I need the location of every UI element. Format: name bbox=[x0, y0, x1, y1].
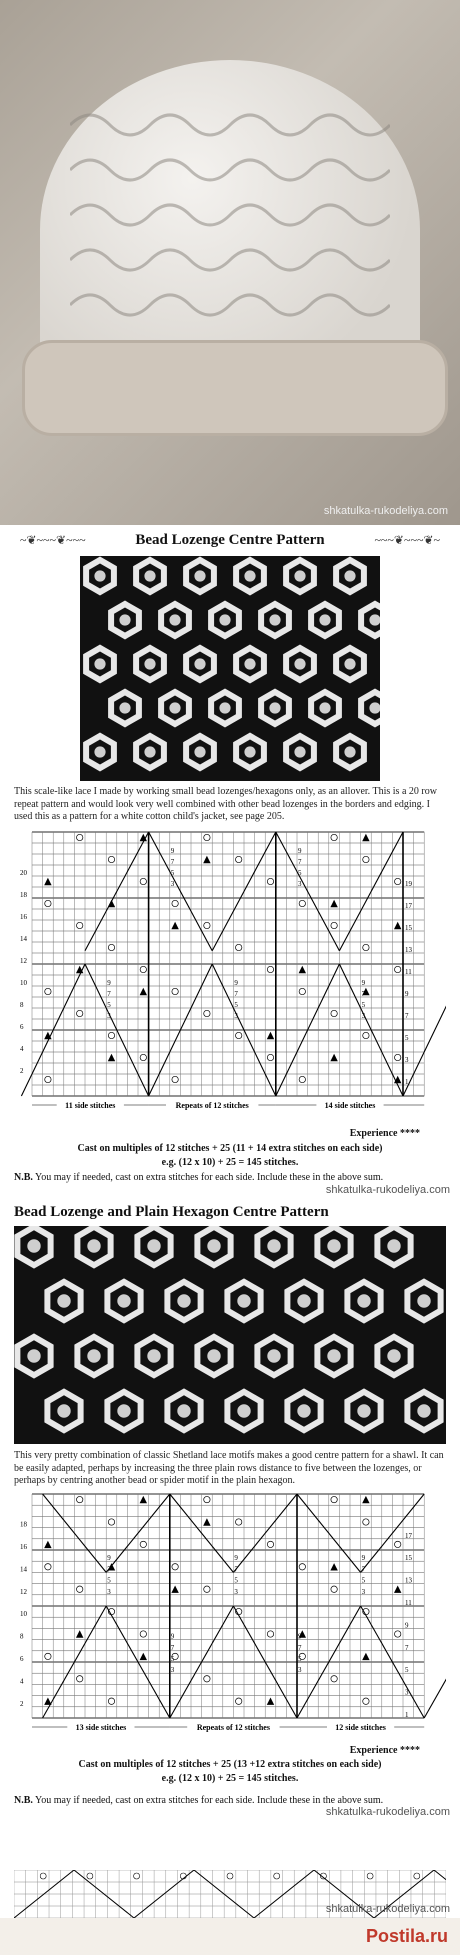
row-number-left: 8 bbox=[20, 1632, 24, 1641]
lace-bead bbox=[417, 1404, 430, 1417]
lace-bead bbox=[144, 658, 155, 669]
lace-bead bbox=[194, 570, 205, 581]
lace-bead bbox=[357, 1294, 370, 1307]
yarn-over-symbol bbox=[172, 988, 178, 994]
section2-lace-photo bbox=[14, 1226, 446, 1444]
yarn-over-symbol bbox=[395, 1631, 401, 1637]
chart-cell-number: 7 bbox=[107, 990, 111, 998]
hat-brim bbox=[22, 340, 448, 436]
chart-cell-number: 3 bbox=[234, 1587, 238, 1596]
row-number-right: 13 bbox=[405, 946, 412, 954]
yarn-over-symbol bbox=[140, 966, 146, 972]
chart-cell-number: 9 bbox=[107, 1554, 111, 1563]
lace-bead bbox=[319, 614, 330, 625]
lace-bead bbox=[294, 658, 305, 669]
decrease-symbol bbox=[140, 988, 147, 995]
hat-photo bbox=[0, 0, 460, 525]
chart-cell-number: 7 bbox=[107, 1565, 111, 1574]
yarn-over-symbol bbox=[299, 900, 305, 906]
repeat-label: 13 side stitches bbox=[75, 1723, 127, 1732]
section1-chart-grid bbox=[14, 826, 446, 1126]
row-number-left: 14 bbox=[20, 1565, 27, 1574]
yarn-over-symbol bbox=[236, 1698, 242, 1704]
lace-bead bbox=[327, 1349, 340, 1362]
yarn-over-symbol bbox=[395, 966, 401, 972]
yarn-over-symbol bbox=[45, 1076, 51, 1082]
section1-lace-motifs bbox=[80, 556, 380, 781]
yarn-over-symbol bbox=[140, 1541, 146, 1547]
yarn-over-symbol bbox=[331, 834, 337, 840]
yarn-over-symbol bbox=[363, 1032, 369, 1038]
lace-bead bbox=[94, 746, 105, 757]
chart-cell-number: 5 bbox=[298, 869, 302, 877]
decrease-symbol bbox=[44, 1541, 51, 1548]
yarn-over-symbol bbox=[395, 1541, 401, 1547]
section2-chart-grid bbox=[14, 1490, 446, 1745]
yarn-over-symbol bbox=[108, 1032, 114, 1038]
row-number-right: 17 bbox=[405, 902, 412, 910]
row-number-right: 5 bbox=[405, 1034, 409, 1042]
decrease-symbol bbox=[394, 1585, 401, 1592]
lace-bead bbox=[297, 1404, 310, 1417]
chart-cell-number: 3 bbox=[170, 880, 175, 888]
yarn-over-symbol bbox=[77, 834, 83, 840]
lace-bead bbox=[169, 614, 180, 625]
row-number-left: 10 bbox=[20, 1610, 27, 1619]
decrease-symbol bbox=[330, 900, 337, 907]
chart-cell-number: 7 bbox=[234, 1565, 238, 1574]
repeat-label: Repeats of 12 stitches bbox=[175, 1101, 249, 1110]
yarn-over-symbol bbox=[87, 1873, 93, 1879]
lace-bead bbox=[117, 1404, 130, 1417]
section1-cast-line2: e.g. (12 x 10) + 25 = 145 stitches. bbox=[161, 1156, 299, 1168]
row-number-right: 3 bbox=[405, 1688, 409, 1697]
repeat-label: 14 side stitches bbox=[324, 1101, 376, 1110]
decrease-symbol bbox=[299, 966, 306, 973]
lace-bead bbox=[319, 702, 330, 713]
decrease-symbol bbox=[394, 922, 401, 929]
watermark-4: shkatulka-rukodeliya.com bbox=[325, 1903, 450, 1915]
section1-nb-text: You may if needed, cast on extra stitches for each side. Include these in the above sum. bbox=[35, 1172, 384, 1183]
chart-cell-number: 7 bbox=[234, 990, 238, 998]
chart-cell-number: 7 bbox=[361, 1565, 366, 1574]
chart-repeat-labels bbox=[32, 1720, 424, 1732]
row-number-right: 11 bbox=[405, 1599, 412, 1607]
row-number-right: 7 bbox=[405, 1012, 409, 1020]
yarn-over-symbol bbox=[77, 922, 83, 928]
lace-bead bbox=[144, 570, 155, 581]
chart-cell-number: 3 bbox=[361, 1012, 366, 1020]
lace-bead bbox=[327, 1239, 340, 1252]
repeat-label: Repeats of 12 stitches bbox=[196, 1723, 270, 1732]
lace-bead bbox=[169, 702, 180, 713]
yarn-over-symbol bbox=[108, 1519, 114, 1525]
yarn-over-symbol bbox=[77, 1586, 83, 1592]
chart-cell-number: 3 bbox=[107, 1587, 111, 1596]
yarn-over-symbol bbox=[236, 1032, 242, 1038]
lace-bead bbox=[87, 1349, 100, 1362]
chart-cell-number: 5 bbox=[107, 1001, 111, 1009]
lace-bead bbox=[147, 1239, 160, 1252]
yarn-over-symbol bbox=[40, 1873, 46, 1879]
hat-lace-pattern bbox=[70, 95, 390, 335]
yarn-over-symbol bbox=[363, 856, 369, 862]
decrease-symbol bbox=[362, 1496, 369, 1503]
yarn-over-symbol bbox=[236, 856, 242, 862]
decrease-symbol bbox=[171, 922, 178, 929]
lace-bead bbox=[27, 1349, 40, 1362]
row-number-left: 16 bbox=[20, 1543, 27, 1551]
chart-cell-number: 7 bbox=[170, 1643, 175, 1652]
lace-bead bbox=[269, 702, 280, 713]
chart-cell-number: 9 bbox=[298, 1632, 302, 1641]
section1-description: This scale-like lace I made by working small bead lozenges/hexagons only, as an allover. This is a 20 row repeat pattern and would look very well combined with other bead lozenges in the borders and edging. I used this as a pattern for a white cotton child's jacket, see page 205. bbox=[14, 786, 437, 822]
repeat-label: 12 side stitches bbox=[335, 1723, 386, 1732]
row-number-right: 1 bbox=[405, 1078, 409, 1086]
section2-cast-line2: e.g. (12 x 10) + 25 = 145 stitches. bbox=[161, 1772, 299, 1784]
lace-bead bbox=[244, 746, 255, 757]
lace-bead bbox=[207, 1239, 220, 1252]
yarn-over-symbol bbox=[363, 1519, 369, 1525]
lace-bead bbox=[387, 1349, 400, 1362]
section2-cast-on bbox=[0, 1758, 460, 1785]
lace-bead bbox=[194, 746, 205, 757]
chart-cell-number: 9 bbox=[234, 979, 238, 987]
lace-bead bbox=[219, 614, 230, 625]
row-number-left: 2 bbox=[20, 1067, 24, 1075]
section1-cast-line1: Cast on multiples of 12 stitches + 25 (11 + 14 extra stitches on each side) bbox=[77, 1143, 383, 1154]
yarn-over-symbol bbox=[108, 856, 114, 862]
yarn-over-symbol bbox=[414, 1873, 420, 1879]
chart-cell-number: 9 bbox=[361, 1554, 366, 1563]
decrease-symbol bbox=[44, 1697, 51, 1704]
ornament-1: ~❦~~~❦~~~ ~~~❦~~~❦~ bbox=[20, 533, 440, 547]
section2-nb-label: N.B. bbox=[14, 1795, 33, 1806]
lace-bead bbox=[94, 658, 105, 669]
row-number-left: 12 bbox=[20, 1587, 27, 1596]
decrease-symbol bbox=[108, 900, 115, 907]
lace-bead bbox=[297, 1294, 310, 1307]
chart-cell-number: 9 bbox=[234, 1554, 238, 1563]
row-number-left: 14 bbox=[20, 935, 27, 943]
yarn-over-symbol bbox=[140, 878, 146, 884]
lace-bead bbox=[269, 614, 280, 625]
lace-bead bbox=[387, 1239, 400, 1252]
watermark-1: shkatulka-rukodeliya.com bbox=[323, 505, 448, 517]
chart-cell-number: 5 bbox=[170, 869, 175, 877]
lace-bead bbox=[94, 570, 105, 581]
chart-cell-number: 9 bbox=[107, 979, 111, 987]
row-number-left: 16 bbox=[20, 913, 27, 921]
decrease-symbol bbox=[108, 1054, 115, 1061]
decrease-symbol bbox=[203, 856, 210, 863]
section2-experience: Experience **** bbox=[349, 1745, 420, 1756]
lace-bead bbox=[244, 658, 255, 669]
chart-cell-number: 3 bbox=[234, 1012, 238, 1020]
chart-cell-number: 5 bbox=[361, 1576, 366, 1585]
yarn-over-symbol bbox=[267, 1054, 273, 1060]
yarn-over-symbol bbox=[299, 1564, 305, 1570]
row-number-right: 3 bbox=[405, 1056, 409, 1064]
yarn-over-symbol bbox=[331, 1496, 337, 1502]
chart-cell-number: 7 bbox=[298, 858, 302, 866]
chart-cell-number: 7 bbox=[298, 1643, 302, 1652]
row-number-right: 17 bbox=[405, 1531, 412, 1540]
decrease-symbol bbox=[330, 1054, 337, 1061]
yarn-over-symbol bbox=[331, 922, 337, 928]
yarn-over-symbol bbox=[267, 966, 273, 972]
yarn-over-symbol bbox=[395, 1054, 401, 1060]
decrease-symbol bbox=[44, 878, 51, 885]
lace-bead bbox=[177, 1294, 190, 1307]
yarn-over-symbol bbox=[204, 1010, 210, 1016]
row-number-right: 9 bbox=[405, 1621, 409, 1630]
lace-bead bbox=[344, 658, 355, 669]
lace-bead bbox=[267, 1239, 280, 1252]
lace-bead bbox=[417, 1294, 430, 1307]
yarn-over-symbol bbox=[204, 922, 210, 928]
row-number-right: 5 bbox=[405, 1666, 409, 1675]
yarn-over-symbol bbox=[140, 1054, 146, 1060]
chart-cell-number: 9 bbox=[298, 847, 302, 855]
chart-cells bbox=[32, 832, 424, 1096]
yarn-over-symbol bbox=[77, 1496, 83, 1502]
decrease-symbol bbox=[203, 1518, 210, 1525]
lace-bead bbox=[144, 746, 155, 757]
row-number-right: 9 bbox=[405, 990, 409, 998]
chart-cell-number: 9 bbox=[361, 979, 366, 987]
chart-cell-number: 5 bbox=[361, 1001, 366, 1009]
row-number-left: 20 bbox=[20, 869, 27, 877]
row-number-right: 7 bbox=[405, 1643, 409, 1652]
lace-bead bbox=[357, 1404, 370, 1417]
section2-chart bbox=[14, 1490, 446, 1745]
chart-cell-number: 7 bbox=[361, 990, 366, 998]
chart-cell-number: 5 bbox=[298, 1655, 302, 1663]
decrease-symbol bbox=[76, 1630, 83, 1637]
section2-cast-line1: Cast on multiples of 12 stitches + 25 (13 +12 extra stitches on each side) bbox=[78, 1759, 382, 1770]
row-number-right: 15 bbox=[405, 924, 412, 932]
row-number-left: 4 bbox=[20, 1045, 24, 1053]
brand-bar bbox=[0, 1918, 460, 1955]
lace-bead bbox=[294, 570, 305, 581]
decrease-symbol bbox=[171, 1585, 178, 1592]
yarn-over-symbol bbox=[331, 1676, 337, 1682]
yarn-over-symbol bbox=[299, 1076, 305, 1082]
section1-lace-photo bbox=[80, 556, 380, 781]
row-number-left: 12 bbox=[20, 957, 27, 965]
chart-cell-number: 3 bbox=[107, 1012, 111, 1020]
yarn-over-symbol bbox=[274, 1873, 280, 1879]
chart-cell-number: 5 bbox=[234, 1576, 238, 1585]
yarn-over-symbol bbox=[134, 1873, 140, 1879]
yarn-over-symbol bbox=[45, 900, 51, 906]
section2-nb bbox=[14, 1795, 383, 1806]
row-number-left: 6 bbox=[20, 1655, 24, 1663]
watermark-2: shkatulka-rukodeliya.com bbox=[325, 1184, 450, 1196]
decrease-symbol bbox=[140, 1653, 147, 1660]
yarn-over-symbol bbox=[236, 944, 242, 950]
lace-bead bbox=[57, 1404, 70, 1417]
lace-bead bbox=[244, 570, 255, 581]
yarn-over-symbol bbox=[204, 834, 210, 840]
lace-bead bbox=[57, 1294, 70, 1307]
yarn-over-symbol bbox=[172, 1076, 178, 1082]
yarn-over-symbol bbox=[172, 1564, 178, 1570]
decrease-symbol bbox=[140, 1496, 147, 1503]
row-number-left: 10 bbox=[20, 979, 27, 987]
yarn-over-symbol bbox=[363, 944, 369, 950]
lace-bead bbox=[219, 702, 230, 713]
lace-bead bbox=[344, 746, 355, 757]
chart-cell-number: 3 bbox=[361, 1587, 366, 1596]
lace-bead bbox=[147, 1349, 160, 1362]
yarn-over-symbol bbox=[227, 1873, 233, 1879]
yarn-over-symbol bbox=[331, 1586, 337, 1592]
lace-bead bbox=[369, 614, 380, 625]
yarn-over-symbol bbox=[204, 1586, 210, 1592]
yarn-over-symbol bbox=[45, 988, 51, 994]
lace-bead bbox=[237, 1294, 250, 1307]
row-number-left: 2 bbox=[20, 1699, 24, 1708]
lace-bead bbox=[194, 658, 205, 669]
chart-cell-number: 3 bbox=[298, 880, 302, 888]
yarn-over-symbol bbox=[236, 1519, 242, 1525]
watermark-3: shkatulka-rukodeliya.com bbox=[325, 1806, 450, 1818]
yarn-over-symbol bbox=[45, 1653, 51, 1659]
lace-bead bbox=[119, 702, 130, 713]
yarn-over-symbol bbox=[77, 1676, 83, 1682]
chart-cell-number: 5 bbox=[107, 1576, 111, 1585]
lace-bead bbox=[207, 1349, 220, 1362]
lace-bead bbox=[177, 1404, 190, 1417]
lace-bead bbox=[237, 1404, 250, 1417]
chart-repeat-labels bbox=[32, 1098, 424, 1110]
lace-bead bbox=[344, 570, 355, 581]
row-number-right: 13 bbox=[405, 1576, 412, 1585]
section1-nb bbox=[14, 1172, 383, 1183]
chart-cell-number: 7 bbox=[170, 858, 175, 866]
section2-nb-text: You may if needed, cast on extra stitches for each side. Include these in the above sum. bbox=[35, 1795, 384, 1806]
section2-title: Bead Lozenge and Plain Hexagon Centre Pattern bbox=[14, 1204, 329, 1220]
row-number-right: 19 bbox=[405, 880, 412, 888]
lace-bead bbox=[294, 746, 305, 757]
chart-cell-number: 5 bbox=[234, 1001, 238, 1009]
section2-lace-motifs bbox=[14, 1226, 446, 1444]
yarn-over-symbol bbox=[331, 1010, 337, 1016]
chart-cell-number: 3 bbox=[298, 1666, 302, 1675]
row-number-left: 8 bbox=[20, 1001, 24, 1009]
chart-cell-number: 3 bbox=[170, 1666, 175, 1675]
section1-title: Bead Lozenge Centre Pattern bbox=[135, 532, 325, 548]
row-number-left: 4 bbox=[20, 1677, 24, 1686]
lace-bead bbox=[119, 614, 130, 625]
row-number-right: 15 bbox=[405, 1554, 412, 1563]
yarn-over-symbol bbox=[267, 1631, 273, 1637]
brand-name[interactable]: Postila.ru bbox=[365, 1926, 448, 1946]
yarn-over-symbol bbox=[299, 988, 305, 994]
section1-chart bbox=[14, 826, 446, 1126]
section1-cast-on bbox=[0, 1142, 460, 1169]
yarn-over-symbol bbox=[204, 1676, 210, 1682]
yarn-over-symbol bbox=[172, 900, 178, 906]
yarn-over-symbol bbox=[108, 1698, 114, 1704]
yarn-over-symbol bbox=[367, 1873, 373, 1879]
section1-nb-label: N.B. bbox=[14, 1172, 33, 1183]
decrease-symbol bbox=[362, 1653, 369, 1660]
row-number-right: 11 bbox=[405, 968, 412, 976]
chart-cells bbox=[32, 1494, 424, 1718]
lace-bead bbox=[117, 1294, 130, 1307]
row-number-left: 18 bbox=[20, 1520, 27, 1529]
yarn-over-symbol bbox=[77, 1010, 83, 1016]
lace-bead bbox=[87, 1239, 100, 1252]
yarn-over-symbol bbox=[108, 944, 114, 950]
chart-cell-number: 5 bbox=[170, 1655, 175, 1663]
decrease-symbol bbox=[267, 1032, 274, 1039]
yarn-over-symbol bbox=[204, 1496, 210, 1502]
yarn-over-symbol bbox=[363, 1698, 369, 1704]
row-number-left: 6 bbox=[20, 1023, 24, 1031]
chart-cell-number: 9 bbox=[170, 847, 175, 855]
section2-description: This very pretty combination of classic Shetland lace motifs makes a good centre pattern for a shawl. It can be easily adapted, perhaps by increasing the three plain rows distance to five between the lozenges, or perhaps by centring another bead or spider motif in the plain hexagon. bbox=[14, 1450, 444, 1486]
lace-bead bbox=[369, 702, 380, 713]
row-number-right: 1 bbox=[405, 1711, 409, 1719]
decrease-symbol bbox=[330, 1563, 337, 1570]
chart-cell-number: 9 bbox=[170, 1632, 175, 1641]
lace-bead bbox=[267, 1349, 280, 1362]
repeat-label: 11 side stitches bbox=[65, 1101, 116, 1110]
row-number-left: 18 bbox=[20, 891, 27, 899]
yarn-over-symbol bbox=[267, 1541, 273, 1547]
decrease-symbol bbox=[267, 1697, 274, 1704]
lace-bead bbox=[27, 1239, 40, 1252]
yarn-over-symbol bbox=[45, 1564, 51, 1570]
yarn-over-symbol bbox=[267, 878, 273, 884]
decrease-symbol bbox=[362, 834, 369, 841]
yarn-over-symbol bbox=[140, 1631, 146, 1637]
chart-diagonal bbox=[424, 1606, 446, 1718]
section1-experience: Experience **** bbox=[349, 1128, 420, 1139]
yarn-over-symbol bbox=[395, 878, 401, 884]
